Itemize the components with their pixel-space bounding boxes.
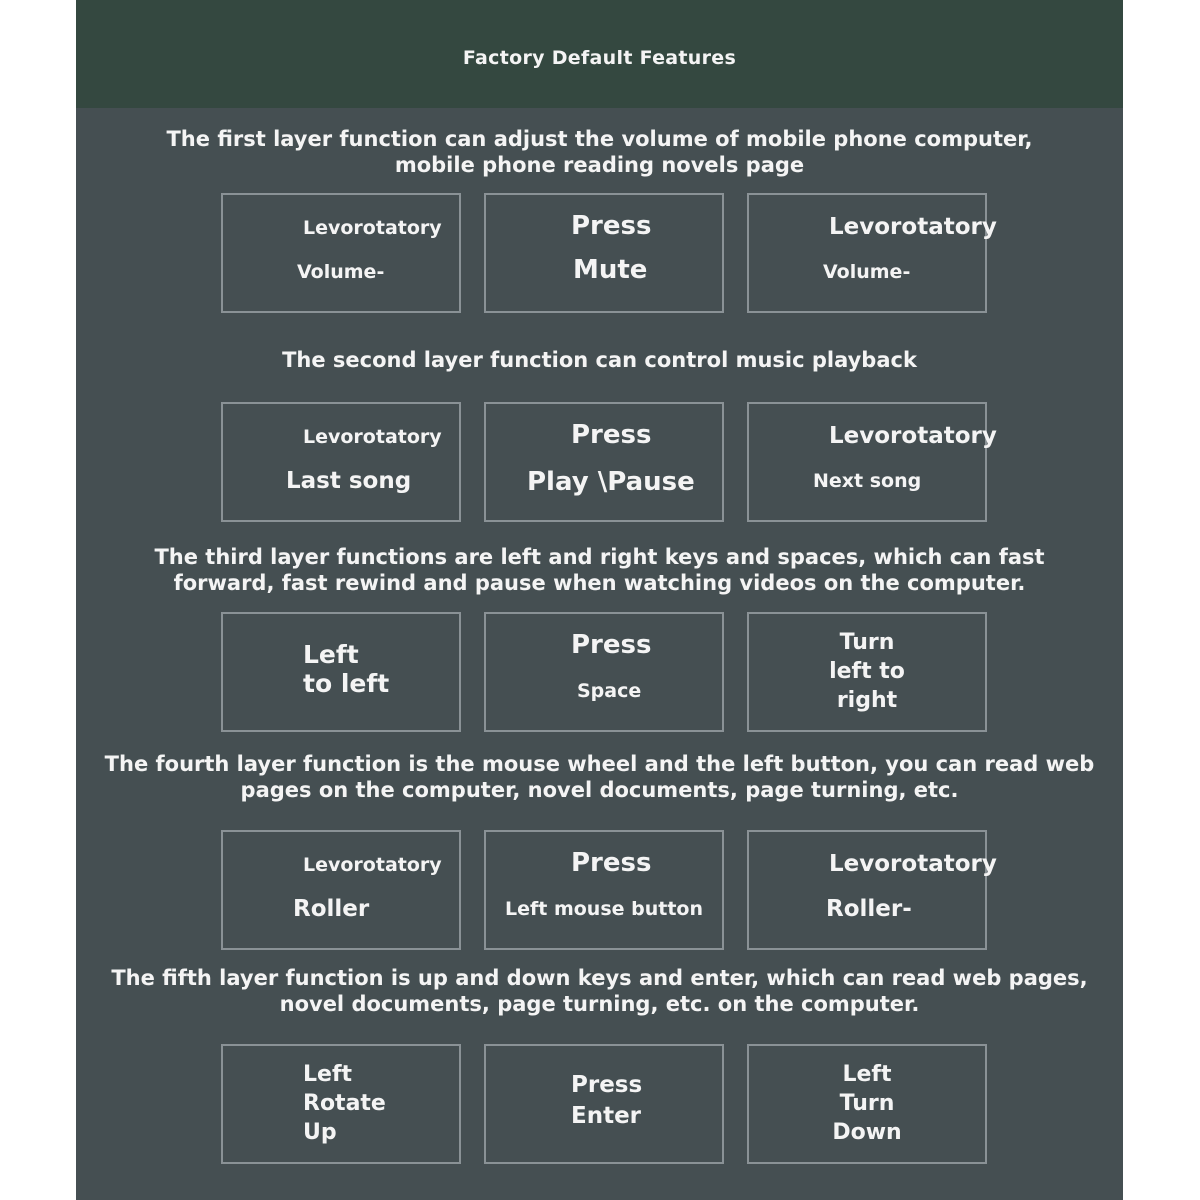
- layer-5-left-text: Left Rotate Up: [303, 1062, 386, 1145]
- layer-5-middle-text: Press Enter: [571, 1072, 643, 1129]
- layer-5-middle-box: [484, 1044, 724, 1164]
- layer-3-middle-box: [484, 612, 724, 732]
- layer-2-right-box: [747, 402, 997, 522]
- layer-4-middle-function: Left mouse button: [504, 898, 703, 920]
- layer-3-description: The third layer functions are left and right keys and spaces, which can fast forward, fast rewind and pause when watching videos on the computer.: [154, 545, 1045, 595]
- layer-3-right-box: [747, 612, 987, 732]
- layer-2-middle-action: Press: [571, 420, 652, 450]
- layer-2-middle-function: Play \Pause: [527, 467, 695, 497]
- layer-5-left-box: [221, 1044, 461, 1164]
- layer-4-left-box: [221, 830, 461, 950]
- layer-4-right-action: Levorotatory: [829, 851, 997, 877]
- layer-2-description: The second layer function can control music playback: [282, 348, 917, 372]
- layer-5-right-box: [747, 1044, 987, 1164]
- layer-2-right-function: Next song: [813, 470, 922, 492]
- layer-3-right-text: Turn left to right: [829, 630, 905, 713]
- header-bar: [76, 0, 1123, 108]
- layer-1-right-function: Volume-: [823, 261, 911, 283]
- layer-3-left-box: [221, 612, 461, 732]
- layer-4-right-box: [747, 830, 997, 950]
- features-panel: [76, 0, 1123, 1200]
- layer-1-left-action: Levorotatory: [303, 217, 442, 239]
- page-title: Factory Default Features: [462, 47, 737, 69]
- layer-1-description: The first layer function can adjust the volume of mobile phone computer, mobile phone reading novels page: [166, 127, 1033, 177]
- layer-4-left-action: Levorotatory: [303, 854, 442, 876]
- layer-1-right-box: [747, 193, 997, 313]
- layer-4-left-function: Roller: [293, 896, 370, 922]
- layer-3-middle-action: Press: [571, 630, 652, 660]
- layer-1-middle-action: Press: [571, 211, 652, 241]
- layer-3-left-text: Left to left: [303, 640, 390, 698]
- layer-2-left-function: Last song: [286, 468, 412, 494]
- layer-4-description: The fourth layer function is the mouse wheel and the left button, you can read web pages on the computer, novel documents, page turning, etc.: [104, 752, 1095, 802]
- layer-2-left-action: Levorotatory: [303, 426, 442, 448]
- layer-1-left-function: Volume-: [297, 261, 385, 283]
- layer-4-middle-action: Press: [571, 848, 652, 878]
- layer-1-right-action: Levorotatory: [829, 214, 997, 240]
- layer-1-middle-function: Mute: [573, 255, 648, 285]
- layer-2-middle-box: [484, 402, 724, 522]
- layer-4-middle-box: [484, 830, 724, 950]
- layer-4-right-function: Roller-: [826, 896, 912, 922]
- layer-1-left-box: [221, 193, 461, 313]
- layer-5-right-text: Left Turn Down: [832, 1062, 902, 1145]
- layer-3-middle-function: Space: [577, 680, 642, 702]
- layer-5-description: The fifth layer function is up and down keys and enter, which can read web pages, novel documents, page turning, etc. on the computer.: [111, 966, 1088, 1016]
- layer-2-right-action: Levorotatory: [829, 423, 997, 449]
- layer-1-middle-box: [484, 193, 724, 313]
- layer-2-left-box: [221, 402, 461, 522]
